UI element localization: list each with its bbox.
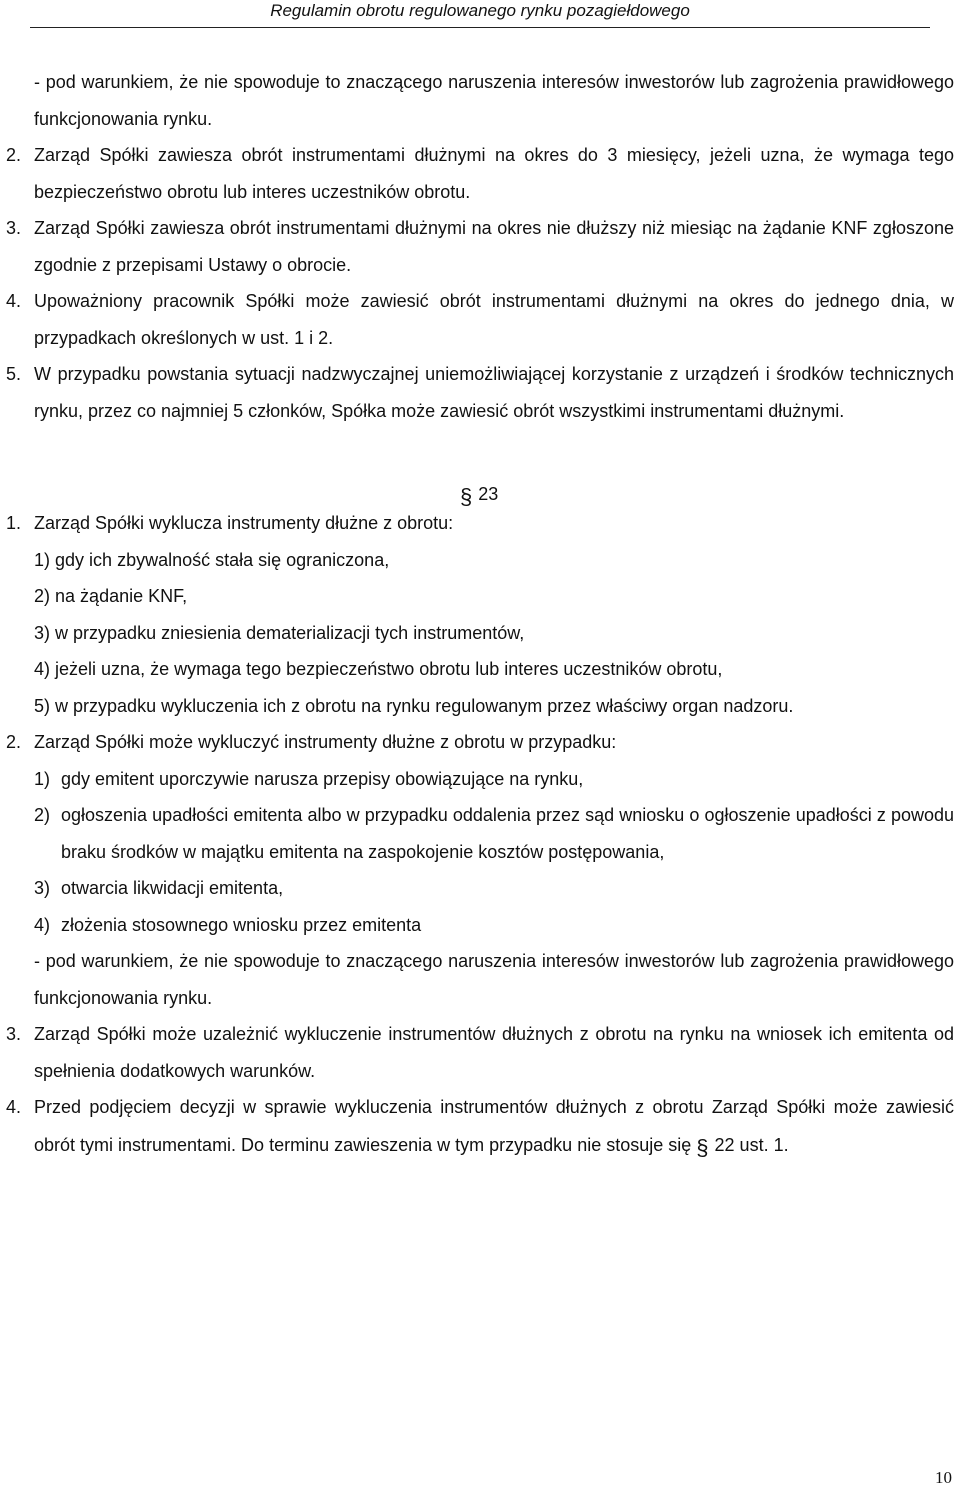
section-sign: § xyxy=(460,484,473,509)
list-item xyxy=(0,797,960,870)
list-item-text: gdy ich zbywalność stała się ograniczona, xyxy=(55,549,390,570)
paragraph-text: Zarząd Spółki zawiesza obrót instrumentami dłużnymi na okres do 3 miesięcy, jeżeli uzna, że wymaga tego bezpieczeństwo obrotu lub interes uczestników obrotu. xyxy=(34,145,954,202)
dash-clause: - pod warunkiem, że nie spowoduje to znaczącego naruszenia interesów inwestorów lub zagrożenia prawidłowego funkcjonowania rynku. xyxy=(34,72,954,129)
list-item-number: 3) xyxy=(34,622,51,643)
paragraph-number: 3. xyxy=(6,218,22,238)
list-item-text: jeżeli uzna, że wymaga tego bezpieczeństwo obrotu lub interes uczestników obrotu, xyxy=(55,659,723,679)
paragraph-text: Upoważniony pracownik Spółki może zawiesić obrót instrumentami dłużnymi na okres do jednego dnia, w przypadkach określonych w ust. 1 i 2. xyxy=(34,291,954,348)
list-item xyxy=(0,615,960,652)
list-item xyxy=(0,651,960,688)
page-number: 10 xyxy=(935,1468,952,1487)
section-reference-sign: § xyxy=(696,1134,709,1160)
list-item xyxy=(0,907,960,944)
section-paragraph-3 xyxy=(0,1016,960,1089)
list-item-text: otwarcia likwidacji emitenta, xyxy=(61,878,284,898)
paragraph-text: Zarząd Spółki wyklucza instrumenty dłużne z obrotu: xyxy=(34,513,454,533)
list-item-number: 2) xyxy=(34,586,51,606)
list-item xyxy=(0,542,960,579)
paragraph-3 xyxy=(0,210,960,283)
list-item-number: 1) xyxy=(34,768,51,789)
list-item xyxy=(0,761,960,798)
list-item-number: 4) xyxy=(34,914,51,935)
list-item-number: 3) xyxy=(34,878,51,898)
paragraph-5 xyxy=(0,356,960,429)
list-item-text: w przypadku zniesienia dematerializacji tych instrumentów, xyxy=(55,622,525,643)
header-title: Regulamin obrotu regulowanego rynku pozagiełdowego xyxy=(270,1,690,20)
list-item xyxy=(0,688,960,725)
paragraph-2 xyxy=(0,137,960,210)
section-paragraph-4 xyxy=(0,1089,960,1163)
list-item-number: 1) xyxy=(34,549,51,570)
spacer xyxy=(0,429,960,465)
paragraph-text: Zarząd Spółki może wykluczyć instrumenty dłużne z obrotu w przypadku: xyxy=(34,732,617,752)
paragraph-number: 3. xyxy=(6,1024,22,1044)
document-body xyxy=(0,64,960,1163)
list-item-number: 4) xyxy=(34,659,51,679)
paragraph-text: Zarząd Spółki może uzależnić wykluczenie instrumentów dłużnych z obrotu na rynku na wniosek ich emitenta od spełnienia dodatkowych warunków. xyxy=(34,1024,954,1081)
section-reference: 22 ust. 1. xyxy=(714,1134,789,1155)
paragraph-number: 4. xyxy=(6,1097,22,1117)
paragraph-number: 2. xyxy=(6,145,22,165)
section-paragraph-2 xyxy=(0,724,960,761)
list-item-number: 2) xyxy=(34,805,51,825)
list-item-text: ogłoszenia upadłości emitenta albo w przypadku oddalenia przez sąd wniosku o ogłoszenie upadłości z powodu braku środków w majątku emitenta na zaspokojenie kosztów postępowania, xyxy=(61,805,954,862)
header-divider xyxy=(30,27,930,28)
list-item xyxy=(0,578,960,615)
list-item xyxy=(0,870,960,907)
list-item-text: gdy emitent uporczywie narusza przepisy obowiązujące na rynku, xyxy=(61,768,584,789)
list-item-text: złożenia stosownego wniosku przez emitenta xyxy=(61,914,422,935)
paragraph-number: 5. xyxy=(6,364,22,384)
paragraph-text: Zarząd Spółki zawiesza obrót instrumentami dłużnymi na okres nie dłuższy niż miesiąc na żądanie KNF zgłoszone zgodnie z przepisami Ustawy o obrocie. xyxy=(34,218,954,275)
section-number: 23 xyxy=(478,484,499,504)
section-paragraph-1 xyxy=(0,505,960,542)
paragraph-number: 4. xyxy=(6,291,22,311)
paragraph-number: 2. xyxy=(6,732,22,752)
page-header xyxy=(0,0,960,26)
paragraph-text: Przed podjęciem decyzji w sprawie wykluczenia instrumentów dłużnych z obrotu Zarząd Spółki może zawiesić obrót tymi instrumentami. Do terminu zawieszenia w tym przypadku nie stosuje się xyxy=(34,1097,954,1155)
paragraph-number: 1. xyxy=(6,513,22,533)
list-item-number: 5) xyxy=(34,695,51,716)
dash-clause: - pod warunkiem, że nie spowoduje to znaczącego naruszenia interesów inwestorów lub zagrożenia prawidłowego funkcjonowania rynku. xyxy=(34,951,954,1008)
paragraph-text: W przypadku powstania sytuacji nadzwyczajnej uniemożliwiającej korzystanie z urządzeń i środków technicznych rynku, przez co najmniej 5 członków, Spółka może zawiesić obrót wszystkimi instrumentami dłużnymi. xyxy=(34,364,954,421)
paragraph-4 xyxy=(0,283,960,356)
list-item-text: na żądanie KNF, xyxy=(55,586,188,606)
list-item-text: w przypadku wykluczenia ich z obrotu na rynku regulowanym przez właściwy organ nadzoru. xyxy=(55,695,794,716)
